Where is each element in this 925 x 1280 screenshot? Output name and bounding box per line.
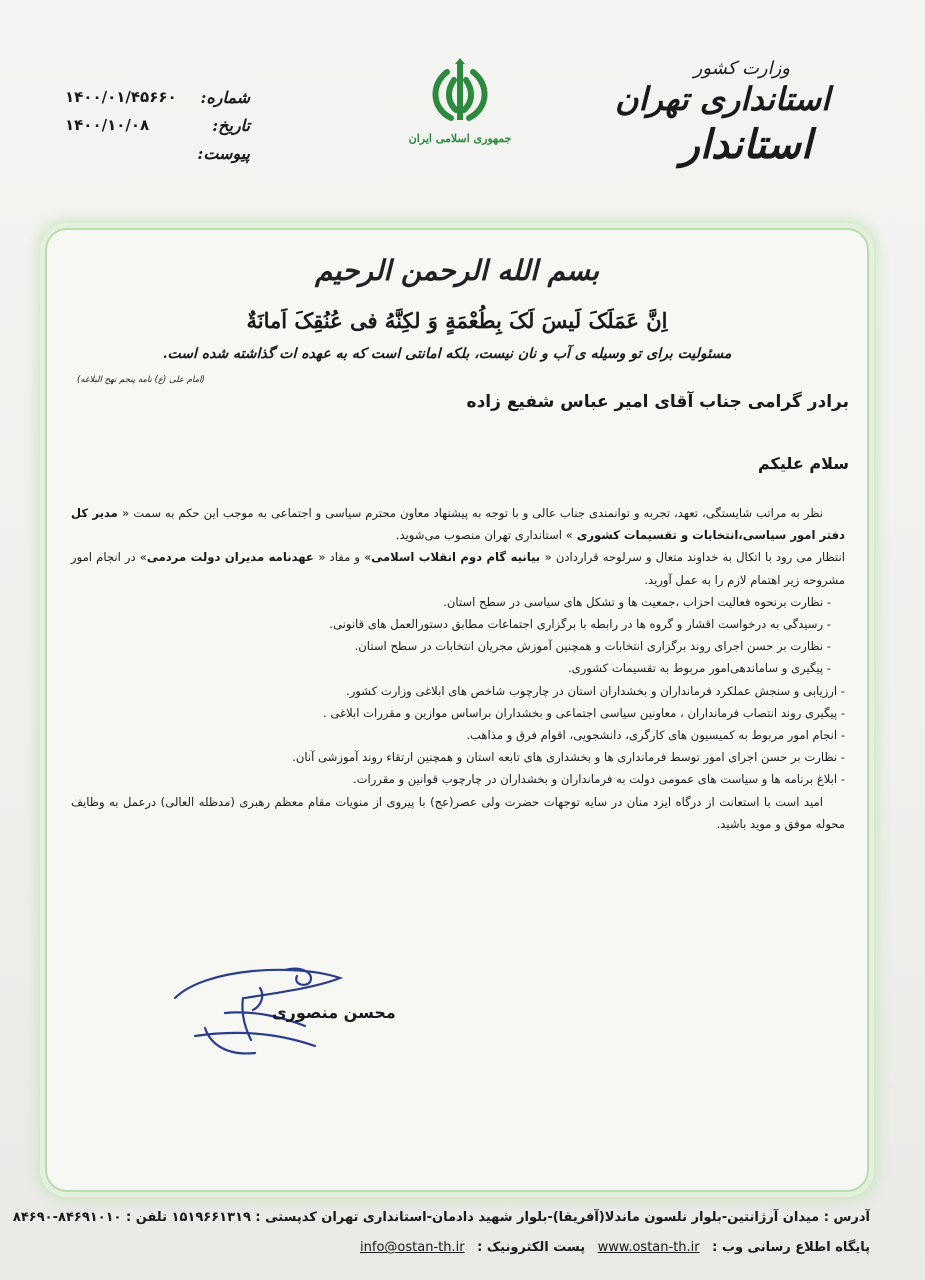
para2-text-b: » و مفاد « [318, 550, 372, 565]
list-item: - نظارت برنحوه فعالیت احزاب ،جمعیت ها و تشکل های سیاسی در سطح استان. [443, 594, 831, 609]
para1-text-b: » استانداری تهران منصوب می‌شوید. [395, 528, 573, 543]
position-title: مدیر کل دفتر امور سیاسی،انتخابات و تقسیمات کشوری [71, 506, 845, 543]
hadith-arabic: اِنَّ عَمَلَکَ لَیسَ لَکَ بِطُعْمَةٍ وَ لکِنَّهُ فی عُنُقِکَ اَمانَةٌ [246, 308, 668, 333]
date-value: ۱۴۰۰/۱۰/۰۸ [65, 116, 150, 134]
appointment-paragraph [71, 502, 845, 546]
letterhead-title [590, 58, 830, 167]
charter-title: عهدنامه مدیران دولت مردمی [146, 550, 319, 565]
ministry-name: وزارت کشور [693, 58, 790, 79]
hadith-source: (امام علی (ع) نامه پنجم نهج البلاغه) [77, 375, 205, 385]
letter-frame [45, 228, 869, 1192]
email-link[interactable]: info@ostan-th.ir [360, 1240, 465, 1255]
website-label: پایگاه اطلاع رسانی وب : [712, 1240, 870, 1255]
list-item: - پیگیری و ساماندهی‌امور مربوط به تقسیمات کشوری. [567, 661, 831, 676]
list-item: - رسیدگی به درخواست اقشار و گروه ها در رابطه با برگزاری اجتماعات مطابق دستورالعمل های قانونی. [329, 617, 831, 632]
signer-name: محسن منصوری [272, 1003, 396, 1022]
list-item: - نظارت بر حسن اجرای روند برگزاری انتخابات و همچنین آموزش مجریان انتخابات در سطح استان. [354, 639, 831, 654]
list-item: - ارزیابی و سنجش عملکرد فرمانداران و بخشداران استان در چارچوب شاخص های ابلاغی وزارت کشور. [346, 683, 845, 698]
statement-title: بیانیه گام دوم انقلاب اسلامی [371, 550, 545, 565]
attachment-row [55, 144, 250, 172]
date-label: تاریخ: [212, 116, 250, 135]
emblem-caption: جمهوری اسلامی ایران [408, 132, 512, 145]
recipient-line: برادر گرامی جناب آقای امیر عباس شفیع زاده [466, 392, 849, 412]
letter-body [71, 502, 845, 835]
hadith-persian: مسئولیت برای تو وسیله ی آب و نان نیست، بلکه امانتی است که به عهده ات گذاشته شده است. [162, 346, 732, 362]
para2-text-a: انتظار می رود با اتکال به خداوند متعال و سرلوحه قراردادن « [544, 550, 845, 565]
list-item: - پیگیری روند انتصاب فرمانداران ، معاونین سیاسی اجتماعی و بخشداران براساس موازین و مقررات ابلاغی . [323, 705, 845, 720]
list-item: - نظارت بر حسن اجرای امور توسط فرمانداری ها و بخشداری های تابعه استان و همچنین ارتقاء روند آموزشی آنان. [292, 750, 845, 765]
expectation-paragraph [71, 546, 845, 590]
date-row [55, 116, 250, 144]
list-item: - ابلاغ برنامه ها و سیاست های عمومی دولت به فرمانداران و بخشداران در چارچوب قوانین و مقررات. [352, 772, 845, 787]
list-item: - انجام امور مربوط به کمیسیون های کارگری، دانشجویی، اقوام فرق و مذاهب. [466, 728, 845, 743]
province-office: استانداری تهران [614, 80, 830, 118]
number-value: ۱۴۰۰/۰۱/۴۵۶۶۰ [65, 88, 177, 106]
letter-meta [55, 88, 250, 172]
bismillah: بسم الله الرحمن الرحیم [315, 254, 599, 287]
email-label: پست الکترونیک : [477, 1240, 586, 1255]
duties-list [71, 591, 845, 791]
attachment-label: پیوست: [197, 144, 250, 163]
closing-paragraph: امید است با استعانت از درگاه ایزد منان در سایه توجهات حضرت ولی عصر(عج) با پیروی از منویات مقام معظم رهبری (مدظله العالی) درعمل به وظایف محوله موفق و موید باشید. [71, 794, 845, 831]
website-link[interactable]: www.ostan-th.ir [597, 1240, 700, 1255]
footer-address: آدرس : میدان آرژانتین-بلوار نلسون ماندلا(آفریقا)-بلوار شهید دادمان-استانداری تهران کدپستی : ۱۵۱۹۶۶۱۳۱۹ تلفن : ۸۴۶۹۱۰۱۰-۸۴۶۹۰ [12, 1210, 870, 1225]
number-row [55, 88, 250, 116]
para2-text-c: » در انجام امور مشروحه زیر اهتمام لازم را به عمل آورید. [71, 550, 845, 587]
iran-emblem-icon [425, 58, 495, 128]
emblem [400, 58, 520, 145]
para1-text-a: نظر به مراتب شایستگی، تعهد، تجربه و توانمندی جناب عالی و با توجه به پیشنهاد معاون محترم سیاسی و اجتماعی به موجب این حکم به سمت « [122, 506, 823, 520]
office-title: استاندار [680, 121, 812, 168]
footer-contacts [50, 1240, 870, 1255]
number-label: شماره: [200, 88, 250, 107]
greeting: سلام علیکم [757, 454, 849, 473]
